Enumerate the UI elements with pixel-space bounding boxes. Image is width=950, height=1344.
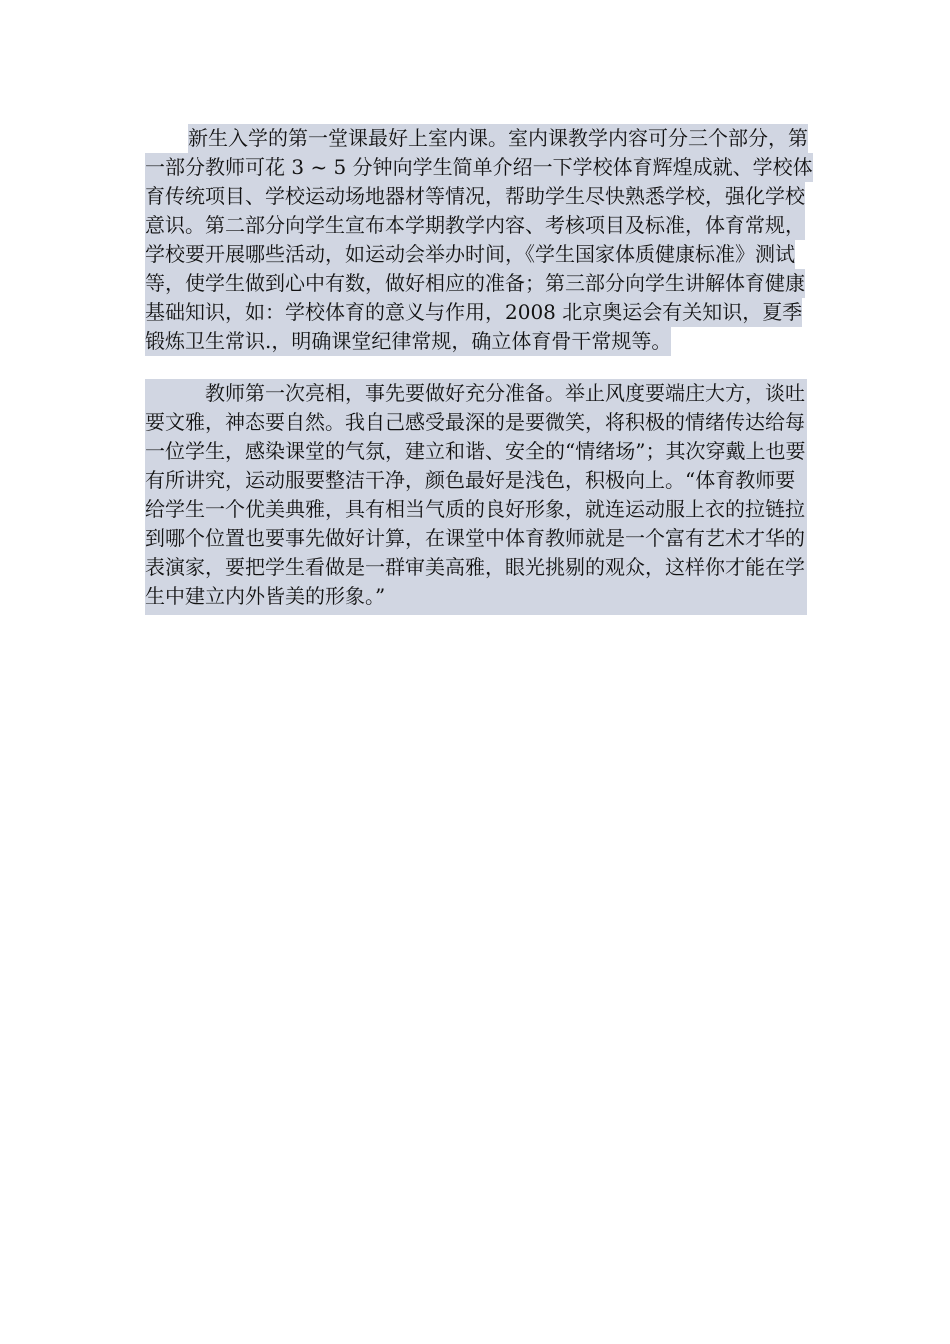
document-body [145, 124, 813, 615]
paragraph-teacher-appearance: 教师第一次亮相，事先要做好充分准备。举止风度要端庄大方，谈吐要文雅，神态要自然。我自己感受最深的是要微笑，将积极的情绪传达给每一位学生，感染课堂的气氛，建立和谐、安全的“情绪场”；其次穿戴上也要有所讲究，运动服要整洁干净，颜色最好是浅色，积极向上。“体育教师要给学生一个优美典雅，具有相当气质的良好形象，就连运动服上衣的拉链拉到哪个位置也要事先做好计算，在课堂中体育教师就是一个富有艺术才华的表演家，要把学生看做是一群审美高雅，眼光挑剔的观众，这样你才能在学生中建立内外皆美的形象。” [145, 379, 807, 615]
paragraph-first-class-text: 新生入学的第一堂课最好上室内课。室内课教学内容可分三个部分，第一部分教师可花 3 ~ 5 分钟向学生简单介绍一下学校体育辉煌成就、学校体育传统项目、学校运动场地器材等情况，帮助学生尽快熟悉学校，强化学校意识。第二部分向学生宣布本学期教学内容、考核项目及标准，体育常规，学校要开展哪些活动，如运动会举办时间，《学生国家体质健康标准》测试等，使学生做到心中有数，做好相应的准备；第三部分向学生讲解体育健康基础知识，如：学校体育的意义与作用，2008 北京奥运会有关知识，夏季锻炼卫生常识.，明确课堂纪律常规，确立体育骨干常规等。 [145, 124, 813, 356]
paragraph-first-class [145, 124, 813, 356]
